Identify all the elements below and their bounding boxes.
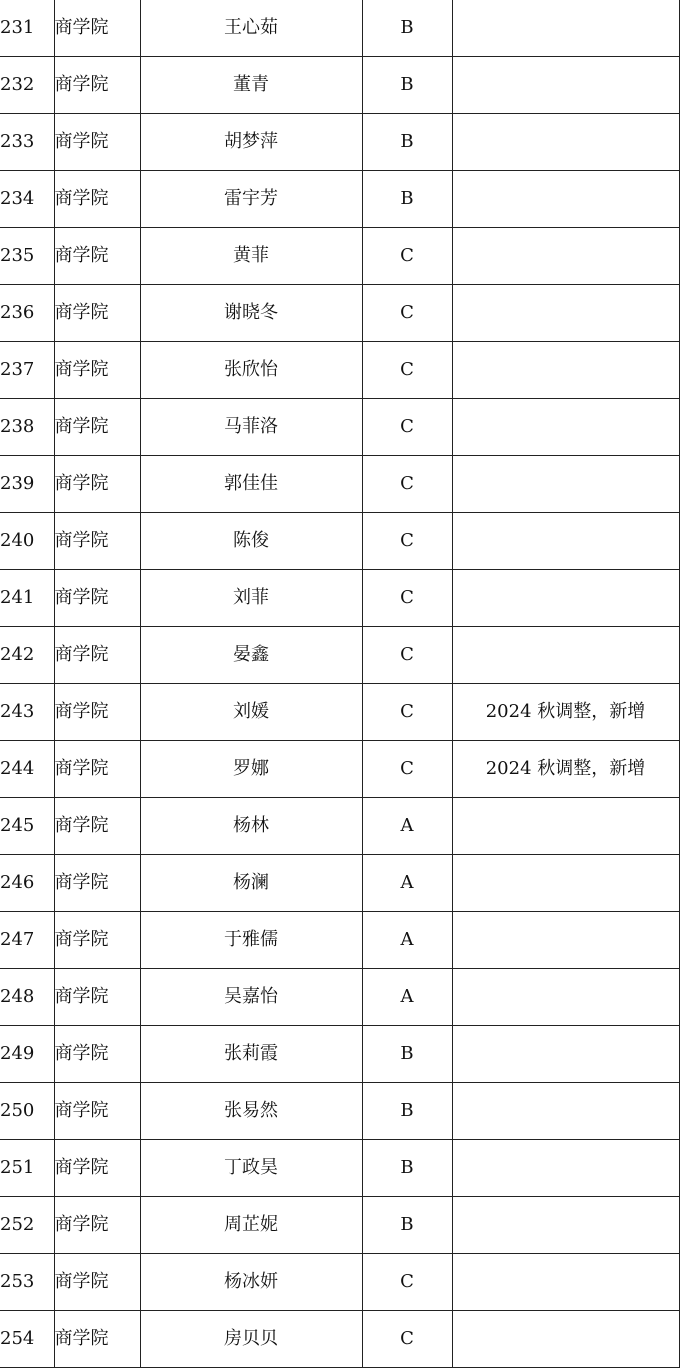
department-cell: 商学院 bbox=[54, 228, 140, 285]
grade-cell: C bbox=[362, 513, 452, 570]
row-number-cell: 253 bbox=[0, 1254, 54, 1311]
department-cell: 商学院 bbox=[54, 1140, 140, 1197]
table-row bbox=[0, 570, 679, 627]
remark-cell bbox=[452, 912, 679, 969]
row-number-cell: 237 bbox=[0, 342, 54, 399]
department-cell: 商学院 bbox=[54, 627, 140, 684]
remark-cell bbox=[452, 627, 679, 684]
department-cell: 商学院 bbox=[54, 570, 140, 627]
remark-cell bbox=[452, 1026, 679, 1083]
grade-cell: B bbox=[362, 114, 452, 171]
table-row bbox=[0, 969, 679, 1026]
grade-cell: C bbox=[362, 1311, 452, 1368]
row-number-cell: 233 bbox=[0, 114, 54, 171]
department-cell: 商学院 bbox=[54, 285, 140, 342]
row-number-cell: 249 bbox=[0, 1026, 54, 1083]
department-cell: 商学院 bbox=[54, 171, 140, 228]
row-number-cell: 238 bbox=[0, 399, 54, 456]
row-number-cell: 231 bbox=[0, 0, 54, 57]
grade-cell: B bbox=[362, 1083, 452, 1140]
table-row bbox=[0, 1197, 679, 1254]
name-cell: 郭佳佳 bbox=[140, 456, 362, 513]
remark-cell bbox=[452, 114, 679, 171]
name-cell: 张易然 bbox=[140, 1083, 362, 1140]
table-row bbox=[0, 741, 679, 798]
name-cell: 周芷妮 bbox=[140, 1197, 362, 1254]
row-number-cell: 232 bbox=[0, 57, 54, 114]
name-cell: 雷宇芳 bbox=[140, 171, 362, 228]
grade-cell: C bbox=[362, 1254, 452, 1311]
grade-cell: C bbox=[362, 627, 452, 684]
row-number-cell: 250 bbox=[0, 1083, 54, 1140]
name-cell: 胡梦萍 bbox=[140, 114, 362, 171]
remark-cell bbox=[452, 1083, 679, 1140]
name-cell: 于雅儒 bbox=[140, 912, 362, 969]
grade-cell: B bbox=[362, 171, 452, 228]
name-cell: 吴嘉怡 bbox=[140, 969, 362, 1026]
table-row bbox=[0, 0, 679, 57]
department-cell: 商学院 bbox=[54, 684, 140, 741]
remark-cell bbox=[452, 1140, 679, 1197]
table-row bbox=[0, 57, 679, 114]
department-cell: 商学院 bbox=[54, 0, 140, 57]
name-cell: 张欣怡 bbox=[140, 342, 362, 399]
remark-cell bbox=[452, 0, 679, 57]
row-number-cell: 234 bbox=[0, 171, 54, 228]
row-number-cell: 239 bbox=[0, 456, 54, 513]
table-row bbox=[0, 456, 679, 513]
row-number-cell: 242 bbox=[0, 627, 54, 684]
department-cell: 商学院 bbox=[54, 1026, 140, 1083]
row-number-cell: 240 bbox=[0, 513, 54, 570]
grade-cell: B bbox=[362, 1140, 452, 1197]
name-cell: 刘媛 bbox=[140, 684, 362, 741]
grade-cell: A bbox=[362, 798, 452, 855]
table-row bbox=[0, 1311, 679, 1368]
grade-cell: C bbox=[362, 285, 452, 342]
remark-cell bbox=[452, 456, 679, 513]
table-row bbox=[0, 114, 679, 171]
name-cell: 杨林 bbox=[140, 798, 362, 855]
name-cell: 丁政昊 bbox=[140, 1140, 362, 1197]
remark-cell bbox=[452, 855, 679, 912]
row-number-cell: 244 bbox=[0, 741, 54, 798]
name-cell: 陈俊 bbox=[140, 513, 362, 570]
table-row bbox=[0, 513, 679, 570]
name-cell: 晏鑫 bbox=[140, 627, 362, 684]
department-cell: 商学院 bbox=[54, 1197, 140, 1254]
department-cell: 商学院 bbox=[54, 741, 140, 798]
grade-cell: B bbox=[362, 1197, 452, 1254]
table-row bbox=[0, 684, 679, 741]
grade-cell: A bbox=[362, 969, 452, 1026]
name-cell: 杨澜 bbox=[140, 855, 362, 912]
remark-cell bbox=[452, 969, 679, 1026]
department-cell: 商学院 bbox=[54, 114, 140, 171]
department-cell: 商学院 bbox=[54, 456, 140, 513]
grade-cell: A bbox=[362, 855, 452, 912]
row-number-cell: 236 bbox=[0, 285, 54, 342]
remark-cell bbox=[452, 399, 679, 456]
grade-cell: A bbox=[362, 912, 452, 969]
department-cell: 商学院 bbox=[54, 342, 140, 399]
table-row bbox=[0, 1026, 679, 1083]
remark-cell: 2024 秋调整，新增 bbox=[452, 741, 679, 798]
remark-cell: 2024 秋调整，新增 bbox=[452, 684, 679, 741]
remark-cell bbox=[452, 570, 679, 627]
row-number-cell: 246 bbox=[0, 855, 54, 912]
department-cell: 商学院 bbox=[54, 969, 140, 1026]
grade-cell: B bbox=[362, 0, 452, 57]
remark-cell bbox=[452, 798, 679, 855]
grade-cell: C bbox=[362, 456, 452, 513]
table-row bbox=[0, 342, 679, 399]
department-cell: 商学院 bbox=[54, 513, 140, 570]
row-number-cell: 248 bbox=[0, 969, 54, 1026]
row-number-cell: 241 bbox=[0, 570, 54, 627]
grade-cell: B bbox=[362, 57, 452, 114]
name-cell: 董青 bbox=[140, 57, 362, 114]
department-cell: 商学院 bbox=[54, 399, 140, 456]
remark-cell bbox=[452, 513, 679, 570]
remark-cell bbox=[452, 228, 679, 285]
row-number-cell: 245 bbox=[0, 798, 54, 855]
table-row bbox=[0, 1254, 679, 1311]
remark-cell bbox=[452, 57, 679, 114]
table-row bbox=[0, 171, 679, 228]
department-cell: 商学院 bbox=[54, 1083, 140, 1140]
grade-cell: C bbox=[362, 228, 452, 285]
table-row bbox=[0, 855, 679, 912]
name-cell: 张莉霞 bbox=[140, 1026, 362, 1083]
remark-cell bbox=[452, 1254, 679, 1311]
table-row bbox=[0, 912, 679, 969]
name-cell: 马菲洛 bbox=[140, 399, 362, 456]
department-cell: 商学院 bbox=[54, 855, 140, 912]
table-row bbox=[0, 627, 679, 684]
table-row bbox=[0, 1083, 679, 1140]
grade-cell: C bbox=[362, 342, 452, 399]
department-cell: 商学院 bbox=[54, 57, 140, 114]
name-cell: 杨冰妍 bbox=[140, 1254, 362, 1311]
remark-cell bbox=[452, 285, 679, 342]
department-cell: 商学院 bbox=[54, 1311, 140, 1368]
grade-cell: C bbox=[362, 570, 452, 627]
grade-cell: C bbox=[362, 684, 452, 741]
row-number-cell: 243 bbox=[0, 684, 54, 741]
table-row bbox=[0, 399, 679, 456]
remark-cell bbox=[452, 1197, 679, 1254]
table-row bbox=[0, 228, 679, 285]
name-cell: 王心茹 bbox=[140, 0, 362, 57]
department-cell: 商学院 bbox=[54, 912, 140, 969]
row-number-cell: 252 bbox=[0, 1197, 54, 1254]
remark-cell bbox=[452, 171, 679, 228]
grade-cell: B bbox=[362, 1026, 452, 1083]
grade-cell: C bbox=[362, 399, 452, 456]
name-cell: 罗娜 bbox=[140, 741, 362, 798]
row-number-cell: 251 bbox=[0, 1140, 54, 1197]
grade-cell: C bbox=[362, 741, 452, 798]
table-row bbox=[0, 1140, 679, 1197]
row-number-cell: 254 bbox=[0, 1311, 54, 1368]
department-cell: 商学院 bbox=[54, 798, 140, 855]
department-cell: 商学院 bbox=[54, 1254, 140, 1311]
row-number-cell: 235 bbox=[0, 228, 54, 285]
table-row bbox=[0, 798, 679, 855]
name-cell: 房贝贝 bbox=[140, 1311, 362, 1368]
name-cell: 刘菲 bbox=[140, 570, 362, 627]
remark-cell bbox=[452, 342, 679, 399]
table-row bbox=[0, 285, 679, 342]
row-number-cell: 247 bbox=[0, 912, 54, 969]
name-cell: 黄菲 bbox=[140, 228, 362, 285]
remark-cell bbox=[452, 1311, 679, 1368]
name-cell: 谢晓冬 bbox=[140, 285, 362, 342]
